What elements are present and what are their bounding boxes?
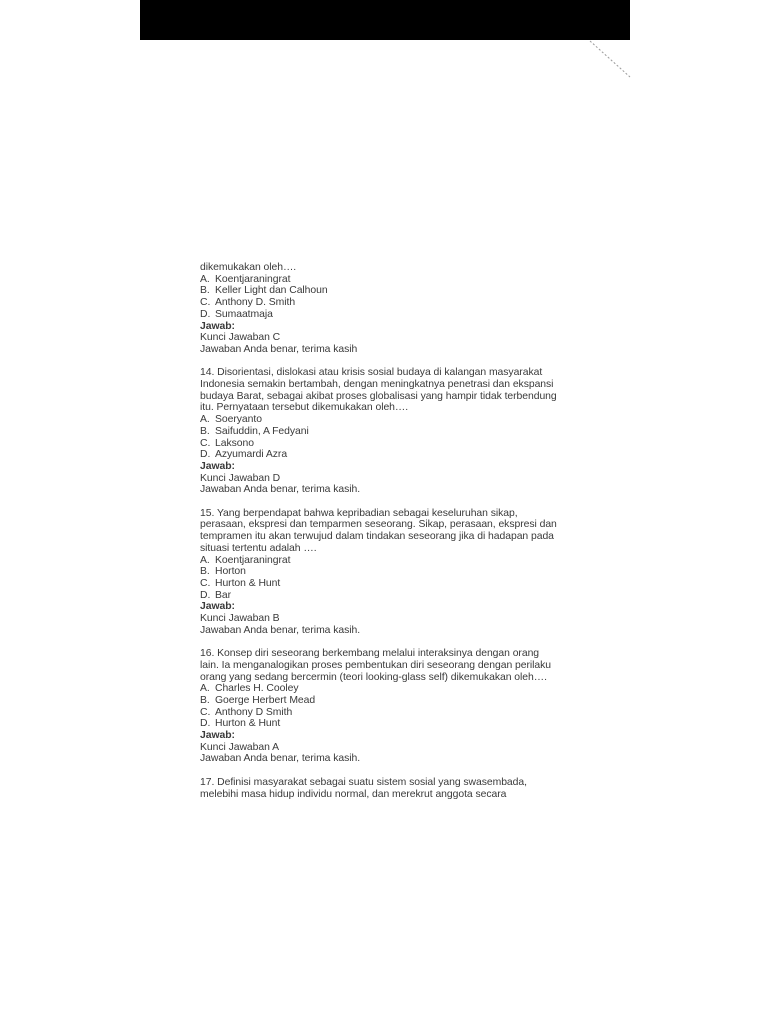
question-line: Indonesia semakin bertambah, dengan meningkatnya penetrasi dan ekspansi — [200, 379, 554, 391]
option-text: Soeryanto — [215, 414, 262, 426]
answer-feedback: Jawaban Anda benar, terima kasih. — [200, 624, 361, 636]
option-text: Anthony D. Smith — [215, 297, 296, 309]
option-d — [200, 590, 580, 602]
question-line: itu. Pernyataan tersebut dikemukakan oleh…. — [200, 402, 409, 414]
option-text: Keller Light dan Calhoun — [215, 285, 328, 297]
option-letter: D. — [200, 718, 211, 730]
option-c — [200, 438, 580, 450]
option-text: Azyumardi Azra — [215, 449, 288, 461]
option-letter: D. — [200, 308, 211, 320]
option-letter: A. — [200, 683, 210, 695]
answer-key: Kunci Jawaban D — [200, 472, 281, 484]
option-b — [200, 695, 580, 707]
option-text: Koentjaraningrat — [215, 554, 291, 566]
option-text: Goerge Herbert Mead — [215, 694, 316, 706]
answer-label: Jawab: — [200, 730, 235, 742]
option-a — [200, 414, 580, 426]
question-line: 14. Disorientasi, dislokasi atau krisis sosial budaya di kalangan masyarakat — [200, 367, 543, 379]
option-text: Hurton & Hunt — [215, 718, 281, 730]
document-page — [200, 262, 580, 800]
option-letter: B. — [200, 425, 210, 437]
option-letter: A. — [200, 273, 210, 285]
option-b — [200, 285, 580, 297]
option-text: Koentjaraningrat — [215, 273, 291, 285]
question-14 — [200, 367, 580, 496]
question-line: tempramen itu akan terwujud dalam tindakan seseorang jika di hadapan pada — [200, 531, 554, 543]
option-b — [200, 426, 580, 438]
question-tail: dikemukakan oleh…. — [200, 262, 297, 273]
option-a — [200, 683, 580, 695]
page-corner-fold-mark — [588, 40, 632, 80]
question-line: situasi tertentu adalah …. — [200, 542, 317, 554]
question-line: perasaan, ekspresi dan temparmen seseorang. Sikap, perasaan, ekspresi dan — [200, 519, 557, 531]
answer-feedback: Jawaban Anda benar, terima kasih. — [200, 484, 361, 496]
option-d — [200, 309, 580, 321]
option-c — [200, 297, 580, 309]
answer-key: Kunci Jawaban B — [200, 613, 280, 625]
answer-label: Jawab: — [200, 460, 235, 472]
question-13-continuation — [200, 262, 580, 356]
top-black-bar — [140, 0, 630, 40]
option-letter: B. — [200, 566, 210, 578]
question-15 — [200, 508, 580, 637]
question-16 — [200, 648, 580, 765]
option-text: Charles H. Cooley — [215, 683, 299, 695]
option-letter: C. — [200, 706, 211, 718]
question-line: orang yang sedang bercermin (teori looking-glass self) dikemukakan oleh…. — [200, 671, 547, 683]
option-letter: B. — [200, 694, 210, 706]
option-text: Laksono — [215, 437, 254, 449]
answer-key: Kunci Jawaban C — [200, 332, 281, 344]
option-letter: D. — [200, 589, 211, 601]
option-letter: A. — [200, 414, 210, 426]
answer-label: Jawab: — [200, 601, 235, 613]
option-a — [200, 555, 580, 567]
option-letter: C. — [200, 577, 211, 589]
question-line: melebihi masa hidup individu normal, dan merekrut anggota secara — [200, 788, 507, 800]
option-text: Hurton & Hunt — [215, 577, 281, 589]
option-text: Horton — [215, 566, 246, 578]
option-letter: D. — [200, 449, 211, 461]
option-text: Anthony D Smith — [215, 706, 293, 718]
question-17 — [200, 777, 580, 800]
option-c — [200, 707, 580, 719]
option-text: Sumaatmaja — [215, 308, 273, 320]
option-letter: C. — [200, 437, 211, 449]
option-letter: C. — [200, 297, 211, 309]
answer-key: Kunci Jawaban A — [200, 741, 279, 753]
question-line: budaya Barat, sebagai akibat proses globalisasi yang hampir tidak terbendung — [200, 390, 557, 402]
answer-feedback: Jawaban Anda benar, terima kasih — [200, 343, 358, 355]
option-c — [200, 578, 580, 590]
question-line: 16. Konsep diri seseorang berkembang melalui interaksinya dengan orang — [200, 648, 540, 660]
option-text: Saifuddin, A Fedyani — [215, 425, 309, 437]
option-letter: A. — [200, 554, 210, 566]
option-a — [200, 274, 580, 286]
option-d — [200, 449, 580, 461]
question-line: 15. Yang berpendapat bahwa kepribadian sebagai keseluruhan sikap, — [200, 507, 518, 519]
option-d — [200, 718, 580, 730]
question-line: 17. Definisi masyarakat sebagai suatu sistem sosial yang swasembada, — [200, 776, 527, 788]
answer-feedback: Jawaban Anda benar, terima kasih. — [200, 753, 361, 765]
question-line: lain. Ia menganalogikan proses pembentukan diri seseorang dengan perilaku — [200, 659, 552, 671]
answer-label: Jawab: — [200, 320, 235, 332]
option-b — [200, 566, 580, 578]
option-letter: B. — [200, 285, 210, 297]
option-text: Bar — [215, 589, 232, 601]
